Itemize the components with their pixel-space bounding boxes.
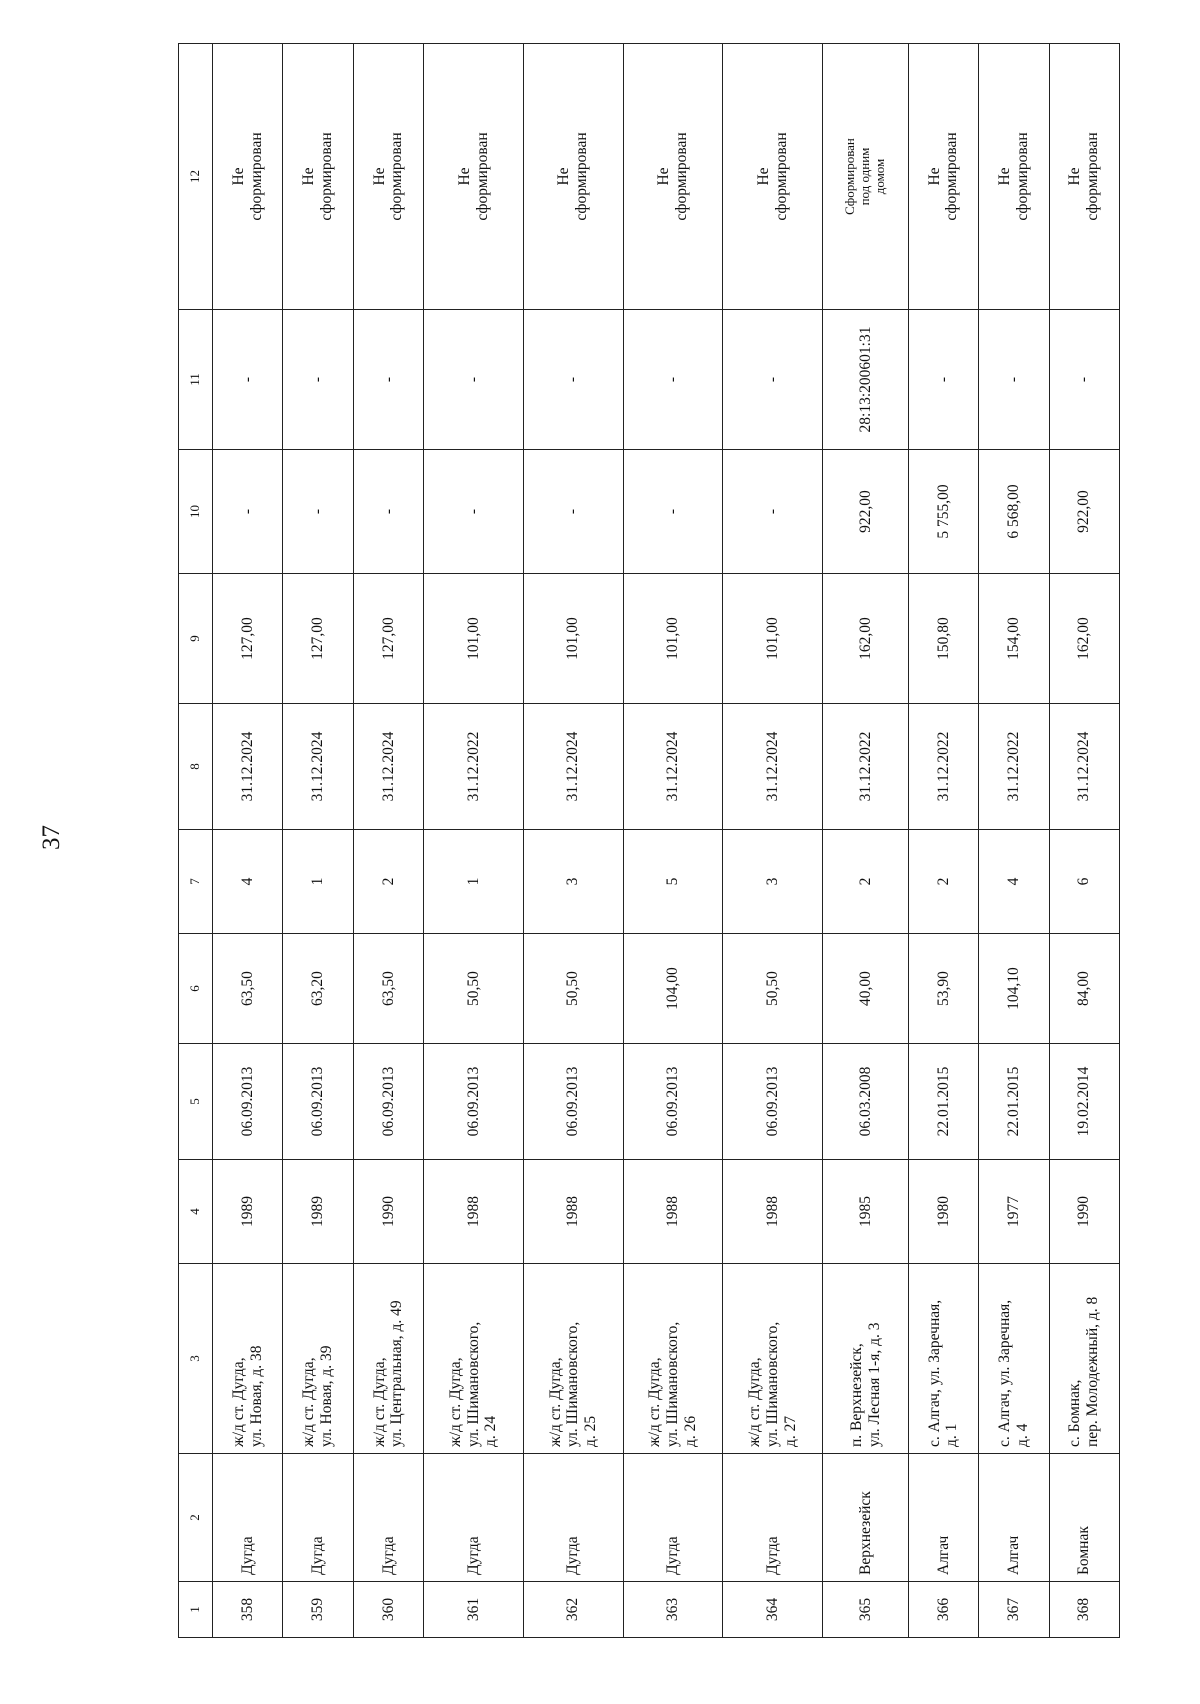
housing-table-rotated — [178, 44, 1120, 1638]
table-row — [908, 44, 978, 1638]
cell-settlement: Верхнезейск — [823, 1454, 909, 1582]
cell-deadline: 31.12.2022 — [908, 704, 978, 830]
cell-cost: 101,00 — [723, 574, 823, 704]
cell-date: 22.01.2015 — [979, 1044, 1049, 1160]
cell-build-year: 1988 — [523, 1160, 623, 1264]
cell-deadline: 31.12.2024 — [523, 704, 623, 830]
cell-settlement: Дугда — [353, 1454, 423, 1582]
cell-area: 63,50 — [353, 934, 423, 1044]
cell-deadline: 31.12.2024 — [1049, 704, 1119, 830]
cell-residents: 4 — [213, 830, 283, 934]
cell-area: 104,00 — [623, 934, 723, 1044]
cell-cost: 101,00 — [623, 574, 723, 704]
cell-cadastral-number: - — [353, 310, 423, 450]
cell-row-number: 359 — [283, 1582, 353, 1638]
table-row — [723, 44, 823, 1638]
column-header-5: 5 — [179, 1044, 213, 1160]
cell-date: 06.03.2008 — [823, 1044, 909, 1160]
cell-residents: 3 — [523, 830, 623, 934]
cell-area: 53,90 — [908, 934, 978, 1044]
cell-build-year: 1988 — [424, 1160, 524, 1264]
cell-residents: 4 — [979, 830, 1049, 934]
cell-land-status: Не сформирован — [213, 44, 283, 310]
cell-build-year: 1988 — [623, 1160, 723, 1264]
cell-build-year: 1989 — [283, 1160, 353, 1264]
cell-settlement: Дугда — [623, 1454, 723, 1582]
cell-land-area: - — [623, 450, 723, 574]
cell-deadline: 31.12.2024 — [723, 704, 823, 830]
cell-land-status: Не сформирован — [424, 44, 524, 310]
cell-deadline: 31.12.2022 — [979, 704, 1049, 830]
cell-land-status: Сформирован под одним домом — [823, 44, 909, 310]
cell-area: 40,00 — [823, 934, 909, 1044]
cell-settlement: Бомнак — [1049, 1454, 1119, 1582]
cell-date: 22.01.2015 — [908, 1044, 978, 1160]
cell-address: ж/д ст. Дугда, ул. Шимановского, д. 24 — [424, 1264, 524, 1454]
cell-cost: 162,00 — [1049, 574, 1119, 704]
cell-date: 06.09.2013 — [424, 1044, 524, 1160]
cell-land-status: Не сформирован — [908, 44, 978, 310]
cell-cadastral-number: - — [623, 310, 723, 450]
cell-date: 06.09.2013 — [523, 1044, 623, 1160]
cell-area: 63,50 — [213, 934, 283, 1044]
column-header-9: 9 — [179, 574, 213, 704]
cell-settlement: Алгач — [979, 1454, 1049, 1582]
cell-land-status: Не сформирован — [623, 44, 723, 310]
cell-area: 50,50 — [723, 934, 823, 1044]
cell-cadastral-number: - — [523, 310, 623, 450]
cell-address: ж/д ст. Дугда, ул. Новая, д. 39 — [283, 1264, 353, 1454]
cell-date: 06.09.2013 — [213, 1044, 283, 1160]
cell-land-area: 922,00 — [1049, 450, 1119, 574]
cell-address: ж/д ст. Дугда, ул. Новая, д. 38 — [213, 1264, 283, 1454]
cell-settlement: Дугда — [523, 1454, 623, 1582]
cell-cadastral-number: - — [908, 310, 978, 450]
table-row — [213, 44, 283, 1638]
column-header-1: 1 — [179, 1582, 213, 1638]
cell-address: с. Бомнак, пер. Молодежный, д. 8 — [1049, 1264, 1119, 1454]
cell-settlement: Дугда — [213, 1454, 283, 1582]
column-header-4: 4 — [179, 1160, 213, 1264]
cell-date: 06.09.2013 — [723, 1044, 823, 1160]
cell-address: с. Алгач, ул. Заречная, д. 1 — [908, 1264, 978, 1454]
cell-build-year: 1985 — [823, 1160, 909, 1264]
cell-row-number: 365 — [823, 1582, 909, 1638]
cell-land-area: - — [213, 450, 283, 574]
cell-cadastral-number: - — [979, 310, 1049, 450]
column-header-7: 7 — [179, 830, 213, 934]
cell-row-number: 368 — [1049, 1582, 1119, 1638]
housing-table — [178, 43, 1120, 1638]
cell-cost: 127,00 — [213, 574, 283, 704]
column-header-3: 3 — [179, 1264, 213, 1454]
cell-deadline: 31.12.2024 — [623, 704, 723, 830]
cell-row-number: 362 — [523, 1582, 623, 1638]
table-row — [1049, 44, 1119, 1638]
cell-build-year: 1988 — [723, 1160, 823, 1264]
cell-area: 104,10 — [979, 934, 1049, 1044]
cell-cadastral-number: - — [213, 310, 283, 450]
cell-land-area: - — [283, 450, 353, 574]
cell-address: ж/д ст. Дугда, ул. Шимановского, д. 26 — [623, 1264, 723, 1454]
table-row — [623, 44, 723, 1638]
cell-land-area: - — [353, 450, 423, 574]
cell-address: п. Верхнезейск, ул. Лесная 1-я, д. 3 — [823, 1264, 909, 1454]
cell-cost: 101,00 — [523, 574, 623, 704]
cell-deadline: 31.12.2022 — [424, 704, 524, 830]
page-number: 37 — [38, 825, 65, 850]
cell-build-year: 1977 — [979, 1160, 1049, 1264]
cell-cadastral-number: - — [723, 310, 823, 450]
cell-settlement: Дугда — [424, 1454, 524, 1582]
cell-row-number: 360 — [353, 1582, 423, 1638]
cell-date: 06.09.2013 — [623, 1044, 723, 1160]
cell-address: ж/д ст. Дугда, ул. Шимановского, д. 27 — [723, 1264, 823, 1454]
column-header-2: 2 — [179, 1454, 213, 1582]
cell-date: 19.02.2014 — [1049, 1044, 1119, 1160]
cell-land-area: - — [523, 450, 623, 574]
cell-build-year: 1990 — [353, 1160, 423, 1264]
cell-land-area: 5 755,00 — [908, 450, 978, 574]
cell-build-year: 1980 — [908, 1160, 978, 1264]
cell-cost: 150,80 — [908, 574, 978, 704]
column-number-row — [179, 44, 213, 1638]
cell-date: 06.09.2013 — [283, 1044, 353, 1160]
cell-settlement: Дугда — [723, 1454, 823, 1582]
cell-land-status: Не сформирован — [523, 44, 623, 310]
cell-residents: 2 — [823, 830, 909, 934]
cell-address: ж/д ст. Дугда, ул. Центральная, д. 49 — [353, 1264, 423, 1454]
table-row — [283, 44, 353, 1638]
cell-residents: 3 — [723, 830, 823, 934]
cell-land-status: Не сформирован — [1049, 44, 1119, 310]
table-row — [424, 44, 524, 1638]
cell-land-area: 6 568,00 — [979, 450, 1049, 574]
cell-row-number: 364 — [723, 1582, 823, 1638]
cell-land-area: 922,00 — [823, 450, 909, 574]
cell-address: ж/д ст. Дугда, ул. Шимановского, д. 25 — [523, 1264, 623, 1454]
column-header-8: 8 — [179, 704, 213, 830]
cell-row-number: 361 — [424, 1582, 524, 1638]
cell-row-number: 363 — [623, 1582, 723, 1638]
cell-cadastral-number: - — [424, 310, 524, 450]
cell-cost: 101,00 — [424, 574, 524, 704]
cell-residents: 1 — [283, 830, 353, 934]
cell-deadline: 31.12.2024 — [213, 704, 283, 830]
table-row — [823, 44, 909, 1638]
cell-settlement: Дугда — [283, 1454, 353, 1582]
cell-deadline: 31.12.2024 — [353, 704, 423, 830]
cell-build-year: 1989 — [213, 1160, 283, 1264]
table-row — [979, 44, 1049, 1638]
cell-cadastral-number: - — [1049, 310, 1119, 450]
table-row — [523, 44, 623, 1638]
cell-land-status: Не сформирован — [283, 44, 353, 310]
cell-deadline: 31.12.2022 — [823, 704, 909, 830]
cell-deadline: 31.12.2024 — [283, 704, 353, 830]
cell-cost: 127,00 — [353, 574, 423, 704]
cell-residents: 1 — [424, 830, 524, 934]
cell-cadastral-number: 28:13:200601:31 — [823, 310, 909, 450]
cell-settlement: Алгач — [908, 1454, 978, 1582]
column-header-11: 11 — [179, 310, 213, 450]
cell-address: с. Алгач, ул. Заречная, д. 4 — [979, 1264, 1049, 1454]
column-header-12: 12 — [179, 44, 213, 310]
cell-land-status: Не сформирован — [979, 44, 1049, 310]
cell-build-year: 1990 — [1049, 1160, 1119, 1264]
cell-area: 50,50 — [424, 934, 524, 1044]
cell-land-area: - — [424, 450, 524, 574]
cell-date: 06.09.2013 — [353, 1044, 423, 1160]
cell-area: 84,00 — [1049, 934, 1119, 1044]
cell-cost: 154,00 — [979, 574, 1049, 704]
cell-area: 50,50 — [523, 934, 623, 1044]
cell-row-number: 367 — [979, 1582, 1049, 1638]
cell-cadastral-number: - — [283, 310, 353, 450]
cell-residents: 6 — [1049, 830, 1119, 934]
cell-residents: 5 — [623, 830, 723, 934]
cell-row-number: 358 — [213, 1582, 283, 1638]
cell-area: 63,20 — [283, 934, 353, 1044]
cell-land-status: Не сформирован — [723, 44, 823, 310]
cell-residents: 2 — [353, 830, 423, 934]
cell-land-status: Не сформирован — [353, 44, 423, 310]
cell-cost: 162,00 — [823, 574, 909, 704]
cell-row-number: 366 — [908, 1582, 978, 1638]
cell-residents: 2 — [908, 830, 978, 934]
column-header-10: 10 — [179, 450, 213, 574]
cell-cost: 127,00 — [283, 574, 353, 704]
table-body — [213, 44, 1120, 1638]
table-row — [353, 44, 423, 1638]
cell-land-area: - — [723, 450, 823, 574]
column-header-6: 6 — [179, 934, 213, 1044]
